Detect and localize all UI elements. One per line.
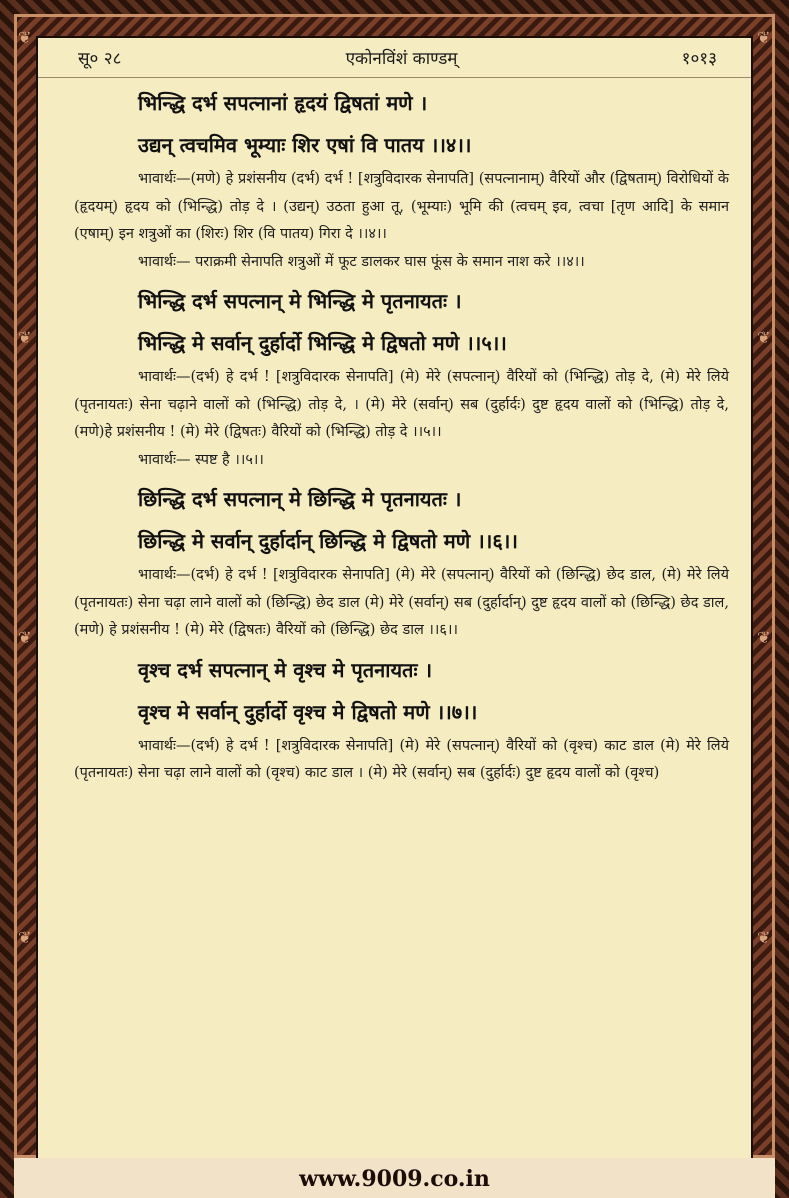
mantra-block-7 — [38, 649, 751, 788]
bhavartha-body: भावार्थः—(मणे) हे प्रशंसनीय (दर्भ) दर्भ ! [शत्रुविदारक सेनापति] (सपत्नानाम्) वैरियों और (द्विषताम्) विरोधियों के (हृदयम्) हृदय को (भिन्द्धि) तोड़ दे । (उद्यन्) उठता हुआ तू, (भूम्याः) भूमि की (त्वचम् इव, त्वचा [तृण आदि] के समान (एषाम्) इन शत्रुओं का (शिरः) शिर (वि पातय) गिरा दे ।।४।। — [74, 171, 729, 242]
bhavartha-body: भावार्थः—(दर्भ) हे दर्भ ! [शत्रुविदारक सेनापति] (मे) मेरे (सपत्नान्) वैरियों को (छिन्द्धि) छेद डाल, (मे) मेरे लिये (पृतनायतः) सेना चढ़ा लाने वालों को (छिन्द्धि) छेद डाल (मे) मेरे (सर्वान्) सब (दुर्हार्दान्) दुष्ट हृदय वालों को (छिन्द्धि) छेद डाल, (मणे) हे प्रशंसनीय ! (मे) मेरे (द्विषतः) वैरियों को (छिन्द्धि) छेद डाल ।।६।। — [74, 567, 729, 638]
scripture-page — [36, 36, 753, 1162]
page-number: १०१३ — [681, 49, 717, 69]
scroll-ornament-icon: ❦ — [18, 328, 32, 347]
page-header — [38, 38, 751, 78]
verse-line: भिन्द्धि दर्भ सपत्नानां हृदयं द्विषतां मणे । — [138, 91, 428, 115]
scroll-ornament-icon: ❦ — [757, 928, 771, 947]
scroll-ornament-icon: ❦ — [757, 28, 771, 47]
scroll-ornament-icon: ❦ — [18, 928, 32, 947]
bhavartha-body: भावार्थः—(दर्भ) हे दर्भ ! [शत्रुविदारक सेनापति] (मे) मेरे (सपत्नान्) वैरियों को (वृश्च) काट डाल (मे) मेरे लिये (पृतनायतः) सेना चढ़ा लाने वालों को (वृश्च) काट डाल । (मे) मेरे (सर्वान्) सब (दुर्हार्दः) दुष्ट हृदय वालों को (वृश्च) — [74, 737, 729, 781]
bhavartha-summary-body: भावार्थः— पराक्रमी सेनापति शत्रुओं में फूट डालकर घास फूंस के समान नाश करे ।।४।। — [138, 253, 585, 270]
scroll-ornament-icon: ❦ — [18, 628, 32, 647]
verse-line: उद्यन् त्वचमिव भूम्याः शिर एषां वि पातय ।।४।। — [138, 133, 472, 157]
bhavartha-text — [38, 733, 751, 788]
page-content — [38, 82, 751, 792]
mantra-block-6 — [38, 478, 751, 645]
site-url-footer[interactable]: www.9009.co.in — [299, 1166, 490, 1192]
kanda-title: एकोनविंशं काण्डम् — [345, 49, 458, 69]
bhavartha-summary — [38, 249, 751, 277]
bhavartha-body: भावार्थः—(दर्भ) हे दर्भ ! [शत्रुविदारक सेनापति] (मे) मेरे (सपत्नान्) वैरियों को (भिन्द्धि) तोड़ दे, (मे) मेरे लिये (पृतनायतः) सेना चढ़ाने वालों को (भिन्द्धि) तोड़ दे, । (मे) मेरे (सर्वान्) सब (दुर्हार्दः) दुष्ट हृदय वालों को (भिन्द्धि) तोड़ दे,(मणे)हे प्रशंसनीय ! (मे) मेरे (द्विषतः) वैरियों को (भिन्द्धि) तोड़ दे ।।५।। — [74, 369, 729, 440]
bhavartha-text — [38, 364, 751, 447]
verse-line: भिन्द्धि मे सर्वान् दुर्हार्दो भिन्द्धि मे द्विषतो मणे ।।५।। — [138, 331, 507, 355]
scroll-ornament-icon: ❦ — [757, 328, 771, 347]
verse-line: वृश्च दर्भ सपत्नान् मे वृश्च मे पृतनायतः । — [138, 657, 433, 682]
verse-line: भिन्द्धि दर्भ सपत्नान् मे भिन्द्धि मे पृतनायतः । — [138, 289, 462, 313]
mantra-block-4 — [38, 82, 751, 276]
scroll-ornament-icon: ❦ — [18, 28, 32, 47]
bhavartha-text — [38, 562, 751, 645]
bhavartha-summary-body: भावार्थः— स्पष्ट है ।।५।। — [138, 451, 264, 468]
mantra-block-5 — [38, 280, 751, 474]
scroll-ornament-icon: ❦ — [757, 628, 771, 647]
bhavartha-summary — [38, 447, 751, 475]
verse-line: छिन्द्धि दर्भ सपत्नान् मे छिन्द्धि मे पृतनायतः । — [138, 487, 462, 511]
sukta-number: सू० २८ — [78, 49, 122, 69]
verse-line: छिन्द्धि मे सर्वान् दुर्हार्दान् छिन्द्धि मे द्विषतो मणे ।।६।। — [138, 529, 518, 553]
bhavartha-text — [38, 166, 751, 249]
verse-line: वृश्च मे सर्वान् दुर्हार्दो वृश्च मे द्विषतो मणे ।।७।। — [138, 699, 478, 724]
